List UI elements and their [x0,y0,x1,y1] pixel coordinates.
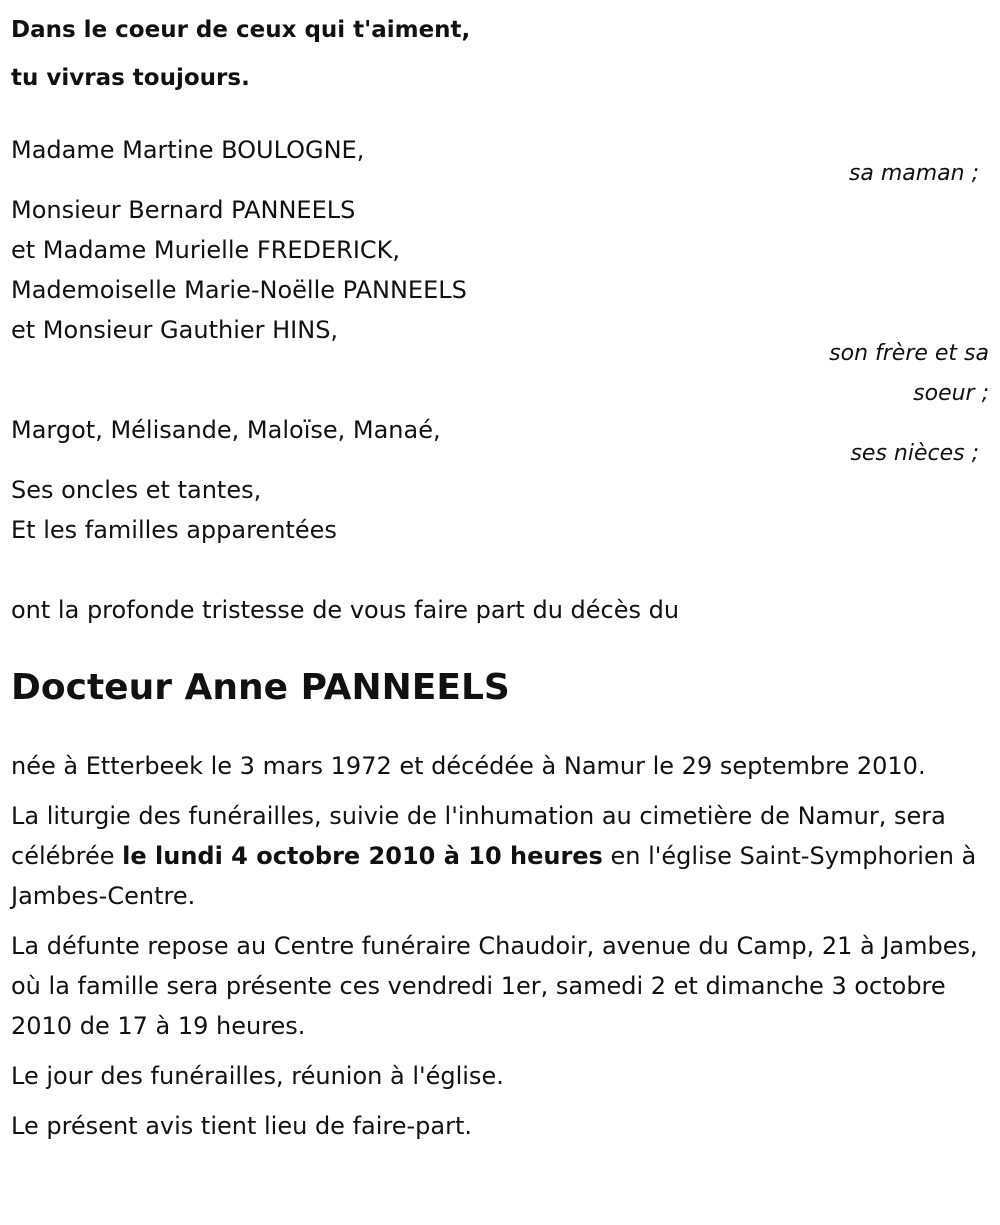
family-block-others [11,470,989,550]
funeral-text-prefix: La liturgie des funérailles, suivie de l'inhumation au cimetière de Namur, sera célébrée [11,802,946,870]
family-name-line: Monsieur Bernard PANNEELS [11,196,356,224]
family-block-mother [11,130,989,194]
family-name-line: Margot, Mélisande, Maloïse, Manaé, [11,416,441,444]
family-block-nieces [11,410,989,474]
meeting-paragraph: Le jour des funérailles, réunion à l'église. [11,1062,504,1090]
family-name-line: Mademoiselle Marie-Noëlle PANNEELS [11,276,467,304]
obituary-content [11,0,989,1156]
notice-paragraph: Le présent avis tient lieu de faire-part. [11,1112,473,1140]
family-name-line: et Monsieur Gauthier HINS, [11,316,339,344]
family-role-nieces: ses nièces ; [850,441,979,466]
funeral-details [11,746,989,1146]
deceased-name: Docteur Anne PANNEELS [11,667,510,708]
memorial-quote [11,6,989,102]
funeral-text-suffix: en l'église Saint-Symphorien à Jambes-Centre. [11,842,977,910]
family-role-siblings: son frère et sa soeur ; [829,341,989,406]
announcement-text: ont la profonde tristesse de vous faire part du décès du [11,596,680,624]
birth-death-paragraph: née à Etterbeek le 3 mars 1972 et décédée à Namur le 29 septembre 2010. [11,752,926,780]
family-name-line: Et les familles apparentées [11,516,337,544]
visitation-paragraph: La défunte repose au Centre funéraire Chaudoir, avenue du Camp, 21 à Jambes, où la famille sera présente ces vendredi 1er, samedi 2 et dimanche 3 octobre 2010 de 17 à 19 heures. [11,932,978,1040]
family-block-siblings [11,190,989,414]
family-name-line: Ses oncles et tantes, [11,476,262,504]
family-role-mother: sa maman ; [848,161,979,186]
quote-line-2: tu vivras toujours. [11,65,250,91]
family-name-line: et Madame Murielle FREDERICK, [11,236,401,264]
funeral-paragraph [11,796,989,916]
family-name-line: Madame Martine BOULOGNE, [11,136,365,164]
quote-line-1: Dans le coeur de ceux qui t'aiment, [11,17,471,43]
funeral-date: le lundi 4 octobre 2010 à 10 heures [122,842,603,870]
